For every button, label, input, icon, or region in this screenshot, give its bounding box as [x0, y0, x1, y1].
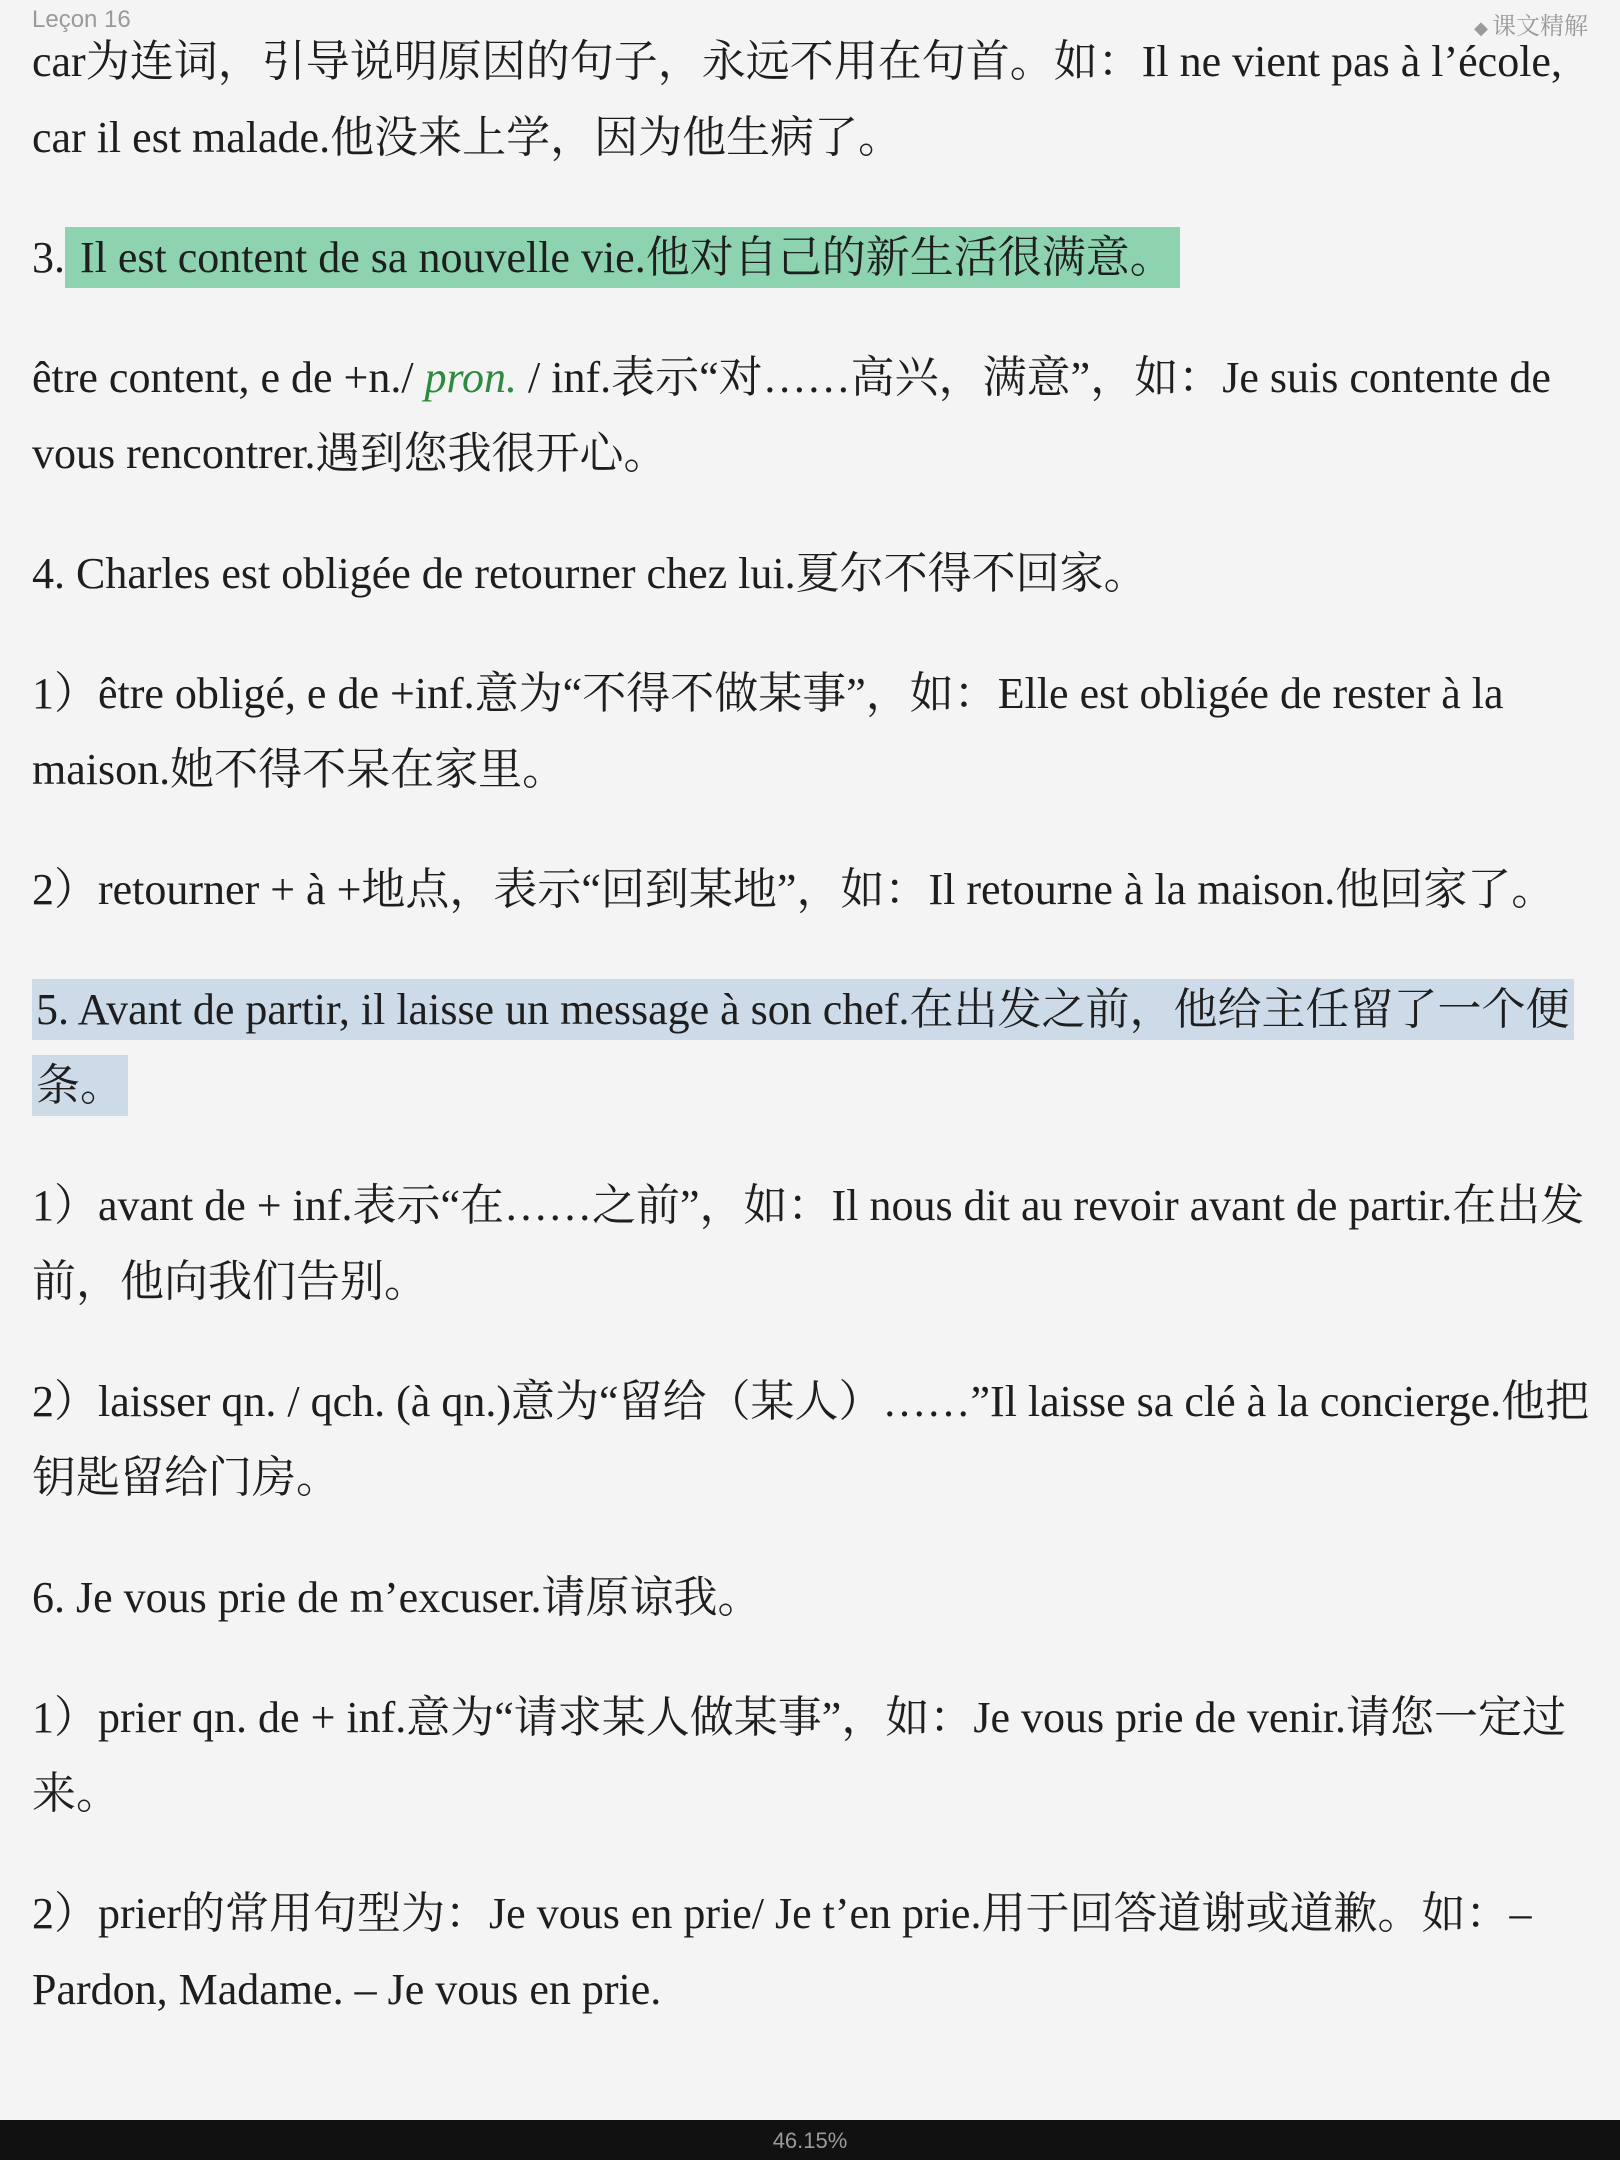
paragraph-etre-content: [32, 340, 1592, 492]
highlight-blue[interactable]: 5. Avant de partir, il laisse un message à son chef.在出发之前，他给主任留了一个便条。: [32, 979, 1574, 1116]
etre-content-text-a: être content, e de +n./: [32, 353, 425, 402]
reading-content[interactable]: [32, 24, 1592, 2072]
sentence-3-number: 3.: [32, 233, 65, 282]
sentence-6: 6. Je vous prie de m’excuser.请原谅我。: [32, 1573, 762, 1622]
section-label: 课文精解: [1492, 13, 1588, 40]
sentence-3: [32, 220, 1592, 296]
paragraph-prier-2: 2）prier的常用句型为：Je vous en prie/ Je t’en prie.用于回答道谢或道歉。如：–Pardon, Madame. – Je vous en prie.: [32, 1889, 1532, 2014]
sentence-4: 4. Charles est obligée de retourner chez lui.夏尔不得不回家。: [32, 549, 1148, 598]
pron-annotation: pron.: [424, 353, 518, 402]
paragraph-prier-1: 1）prier qn. de + inf.意为“请求某人做某事”，如：Je vous prie de venir.请您一定过来。: [32, 1693, 1567, 1818]
paragraph-avant-de: 1）avant de + inf.表示“在……之前”，如：Il nous dit au revoir avant de partir.在出发前，他向我们告别。: [32, 1181, 1585, 1306]
diamond-icon: ◆: [1474, 18, 1488, 38]
highlight-green[interactable]: Il est content de sa nouvelle vie.他对自己的新生活很满意。: [65, 227, 1180, 288]
lesson-title: Leçon 16: [32, 6, 131, 33]
sentence-5: [32, 972, 1592, 1124]
paragraph-laisser: 2）laisser qn. / qch. (à qn.)意为“留给（某人）……”Il laisse sa clé à la concierge.他把钥匙留给门房。: [32, 1377, 1590, 1502]
bottom-bar: [0, 2120, 1620, 2160]
paragraph-car-explanation: car为连词，引导说明原因的句子，永远不用在句首。如：Il ne vient pas à l’école, car il est malade.他没来上学，因为他生病了。: [32, 37, 1562, 162]
reading-progress: 46.15%: [772, 2128, 848, 2153]
paragraph-retourner: 2）retourner + à +地点，表示“回到某地”，如：Il retourne à la maison.他回家了。: [32, 865, 1556, 914]
etre-content-text-b: / inf.表示“对……高兴，满意”，如：Je suis contente de vous rencontrer.遇到您我很开心。: [32, 353, 1551, 478]
paragraph-etre-oblige: 1）être obligé, e de +inf.意为“不得不做某事”，如：Elle est obligée de rester à la maison.她不得不呆在家里。: [32, 669, 1504, 794]
